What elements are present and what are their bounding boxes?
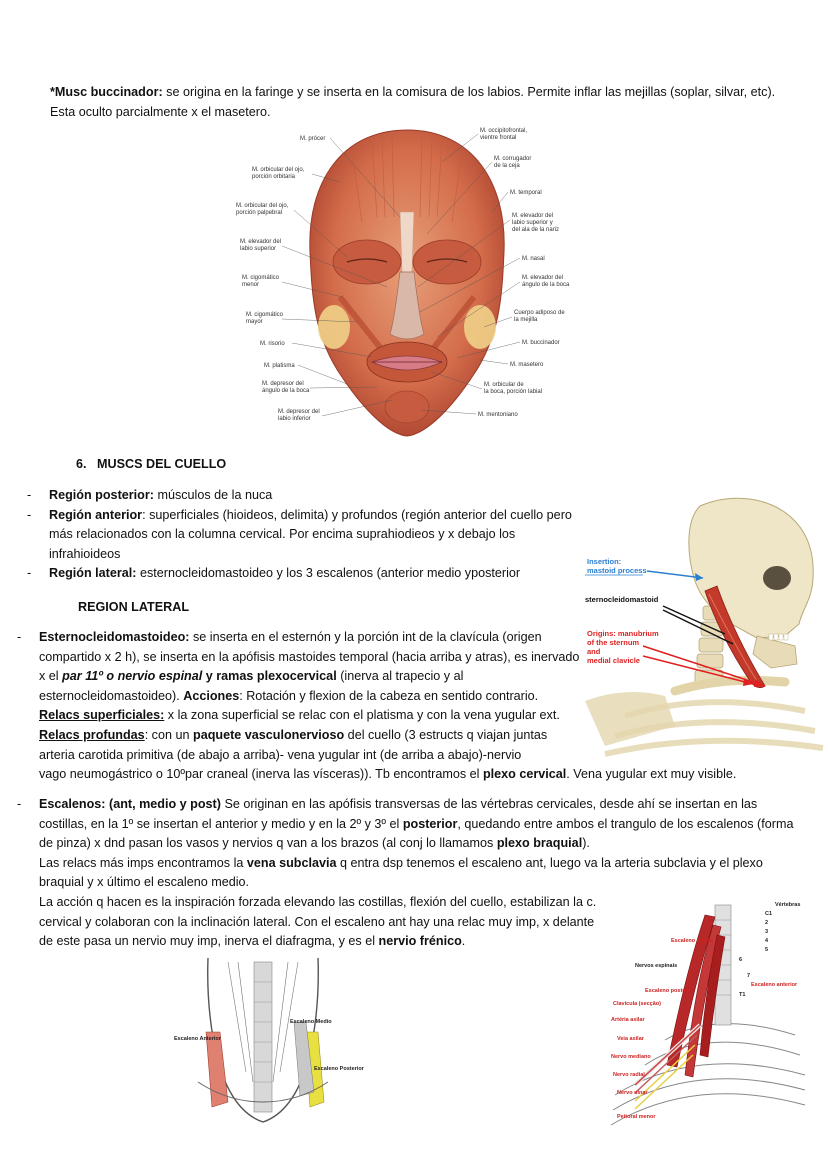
svg-text:M. elevador del: M. elevador del [522,275,564,281]
svg-text:M. elevador del: M. elevador del [240,239,282,245]
svg-text:M. orbicular del ojo,: M. orbicular del ojo, [236,203,289,209]
scm-paragraph: - Esternocleidomastoideo: se inserta en el esternón y la porción int de la clavícula (origen compartido x 2 h), se inserta en la apófisis mastoides temporal (hacia arriba y atras), es inervado x el par 11º o nervio espinal y ramas plexocervical (inerva al trapecio y al esternocleidomastoideo). Acciones: Rotación y flexion de la cabeza en sentido contrario. Relacs superficiales: x la zona superficial se relac con el platisma y con la vena yugular ext. Relacs profundas: con un paquete vasculonervioso del cuello (3 estructs q viajan juntas arteria carotida primitiva (de abajo a arriba)- vena yugular int (de arriba a abajo)-nervio [17,630,580,762]
face-muscles-figure [222,122,592,440]
scm-nerve: par 11º o nervio espinal [62,669,203,684]
escaleno-posterior-label: Escaleno Posterior [314,1066,364,1072]
svg-text:medial clavicle: medial clavicle [587,656,640,665]
scm-title: Esternocleidomastoideo: [39,630,190,644]
plexo-cervical: plexo cervical [482,767,567,781]
svg-text:porción orbitaria: porción orbitaria [252,174,296,180]
section-heading [76,457,226,471]
region-lateral-heading: REGION LATERAL [78,600,190,614]
svg-text:M. temporal: M. temporal [510,190,542,196]
scm-label: sternocleidomastoid [585,595,659,604]
list-item: - Región anterior: superficiales (hioideos, delimita) y profundos (región anterior del cuello pero más relacionados con la columna cervical. Por encima suprahiodieos y x debajo los infrahioideos [27,506,577,565]
escalenos-title: Escalenos: (ant, medio y post) [39,797,221,811]
svg-text:Escaleno medio: Escaleno medio [671,938,713,944]
buccinador-paragraph [50,83,790,122]
svg-text:and: and [587,647,601,656]
svg-text:C1: C1 [765,911,773,917]
svg-text:Vértebras: Vértebras [775,902,801,908]
svg-text:menor: menor [242,282,260,288]
svg-text:ángulo de la boca: ángulo de la boca [262,388,310,394]
svg-text:M. depresor del: M. depresor del [262,381,304,387]
svg-text:5: 5 [765,947,769,953]
escalenos-paragraph: - Escalenos: (ant, medio y post) Se originan en las apófisis transversas de las vértebras cervicales, desde ahí se insertan en las costillas, en la 1º se insertan el anterior y medio y en la 2º y 3º el posterior, quedando entre ambos el trangulo de los escalenos (forma de pinza) x dnd pasan los vasos y nervios q van a los brazos (al conj lo llamamos plexo braquial). Las relacs más imps encontramos la vena subclavia q entra dsp tenemos el escaleno ant, luego va la arteria subclavia y el plexo braquial y x último el escaleno medio. [17,797,794,890]
buccinador-title: *Musc buccinador: [50,85,163,99]
escaleno-medio-label: Escaleno Medio [290,1019,332,1025]
svg-text:3: 3 [765,929,769,935]
svg-text:M. masetero: M. masetero [510,362,544,368]
svg-text:M. cigomático: M. cigomático [242,275,280,281]
thorax-scalenes-figure [605,895,810,1130]
origins-label: Origins: manubrium [587,629,659,638]
svg-text:labio superior: labio superior [240,246,277,252]
svg-text:Nervo mediano: Nervo mediano [611,1054,651,1060]
svg-text:M. occipitofrontal,: M. occipitofrontal, [480,128,528,134]
svg-text:mastoid process: mastoid process [587,566,647,575]
svg-text:M. elevador del: M. elevador del [512,213,554,219]
regions-list [27,486,577,584]
svg-text:7: 7 [747,973,751,979]
svg-text:4: 4 [765,938,769,944]
escaleno-anterior-label: Escaleno Anterior [174,1036,221,1042]
scm-deep-label: Relacs profundas [39,727,145,742]
escalenos-action: La acción q hacen es la inspiración forzada elevando las costillas, flexión del cuello, estabilizan la c. cervical y colaboran con la inclinación lateral. Con el escaleno ant hay una relac muy imp, x delante de este pasa un nervio muy imp, inerva el diafragma, y es el nervio frénico. [39,895,597,949]
svg-text:la boca, porción labial: la boca, porción labial [484,389,543,395]
svg-text:M. depresor del: M. depresor del [278,409,320,415]
svg-text:M. orbicular de: M. orbicular de [484,382,524,388]
neck-scalenes-figure [168,952,364,1124]
svg-text:M. buccinador: M. buccinador [522,340,560,346]
svg-text:mayor: mayor [246,319,263,325]
svg-text:Cuerpo adiposo de: Cuerpo adiposo de [514,310,565,316]
svg-text:de la ceja: de la ceja [494,163,520,169]
svg-text:Escaleno posterior: Escaleno posterior [645,988,695,994]
svg-text:la mejilla: la mejilla [514,317,538,323]
svg-text:6: 6 [739,957,743,963]
svg-text:porción palpebral: porción palpebral [236,210,283,216]
svg-text:2: 2 [765,920,769,926]
svg-text:labio superior y: labio superior y [512,220,553,226]
section-number: 6. [76,457,87,471]
scm-skull-figure [585,486,823,754]
svg-text:Veia axilar: Veia axilar [617,1036,644,1042]
insertion-label: Insertion: [587,557,622,566]
svg-text:M. corrugador: M. corrugador [494,156,532,162]
svg-text:Escaleno anterior: Escaleno anterior [751,982,798,988]
svg-text:ángulo de la boca: ángulo de la boca [522,282,570,288]
svg-text:del ala de la nariz: del ala de la nariz [512,227,560,233]
section-title: MUSCS DEL CUELLO [97,457,227,471]
scm-closing: vago neumogástrico o 10ºpar craneal (inerva las vísceras)). Tb encontramos el plexo cervical. Vena yugular ext muy visible. [39,765,809,785]
svg-text:M. risorio: M. risorio [260,341,285,347]
svg-text:Nervo ulnar: Nervo ulnar [617,1090,648,1096]
svg-text:M. mentoniano: M. mentoniano [478,412,518,418]
svg-text:of the sternum: of the sternum [587,638,640,647]
svg-text:Nervo radial: Nervo radial [613,1072,645,1078]
svg-text:Clavícula (secção): Clavícula (secção) [613,1001,661,1007]
scm-closing-text: vago neumogástrico o 10ºpar craneal (inerva las vísceras)). Tb encontramos el [39,767,483,781]
svg-text:M. cigomático: M. cigomático [246,312,284,318]
list-item: - Región lateral: esternocleidomastoideo y los 3 escalenos (anterior medio yposterior [27,564,577,584]
svg-text:M. platisma: M. platisma [264,363,295,369]
frenico-nerve: nervio frénico [378,934,462,949]
scm-superficial-label: Relacs superficiales: [39,708,165,723]
svg-text:T1: T1 [739,992,746,998]
svg-text:labio inferior: labio inferior [278,416,311,422]
svg-text:M. prócer: M. prócer [300,136,326,142]
svg-text:Artéria axilar: Artéria axilar [611,1017,645,1023]
list-item: - Región posterior: músculos de la nuca [27,486,577,506]
svg-text:Nervos espinais: Nervos espinais [635,963,678,969]
svg-text:Peitoral menor: Peitoral menor [617,1114,656,1120]
buccinador-body: se origina en la faringe y se inserta en la comisura de los labios. Permite inflar las mejillas (soplar, silvar, etc). Esta oculto parcialmente x el masetero. [50,85,776,119]
svg-text:M. nasal: M. nasal [522,256,545,262]
svg-text:M. orbicular del ojo,: M. orbicular del ojo, [252,167,305,173]
svg-text:vientre frontal: vientre frontal [480,135,517,141]
